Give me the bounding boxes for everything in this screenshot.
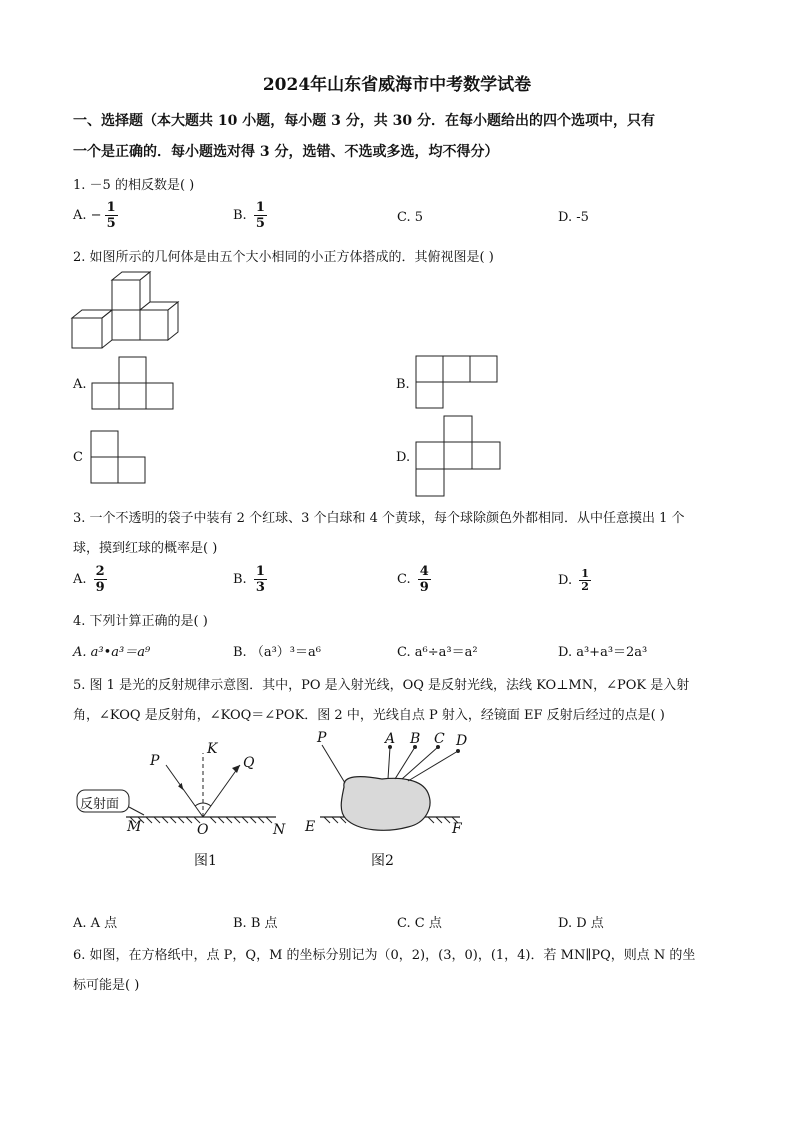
fraction	[254, 564, 267, 595]
fraction	[254, 200, 267, 231]
q2-solid-figure	[72, 270, 187, 352]
option-label: A.	[73, 208, 87, 223]
q2-option-d-figure	[415, 415, 501, 497]
q4-option-d: D. a³+a³＝2a³	[558, 645, 648, 660]
numerator: 1	[255, 200, 265, 215]
numerator: 2	[95, 564, 105, 579]
q4-stem: 4. 下列计算正确的是( )	[73, 614, 208, 629]
q3-option-c	[397, 564, 434, 595]
q4-option-c: C. a⁶÷a³＝a²	[397, 645, 478, 660]
fig1-label-p: P	[150, 753, 160, 769]
option-label: A.	[73, 572, 87, 587]
denominator: 5	[255, 216, 265, 231]
denominator: 2	[581, 580, 589, 593]
q5-stem-line2: 角，∠KOQ 是反射角，∠KOQ＝∠POK．图 2 中，光线自点 P 射入，经镜面 EF 反射后经过的点是( )	[73, 708, 665, 723]
q3-option-d	[558, 568, 594, 593]
q2-option-a-figure	[91, 356, 175, 410]
q2-option-a-label: A.	[73, 377, 87, 392]
fig1-caption: 图1	[194, 853, 217, 869]
fraction	[105, 200, 118, 231]
q2-option-d-label: D.	[396, 450, 411, 465]
q2-stem: 2. 如图所示的几何体是由五个大小相同的小正方体搭成的．其俯视图是( )	[73, 250, 494, 265]
fig2-label-b: B	[410, 731, 421, 747]
denominator: 3	[255, 580, 265, 595]
q6-stem-line1: 6. 如图，在方格纸中，点 P，Q，M 的坐标分别记为（0，2)，(3，0)，(1，4)．若 MN∥PQ，则点 N 的坐	[73, 948, 696, 963]
q1-stem: 1. －5 的相反数是( )	[73, 178, 195, 193]
q3-stem-line1: 3. 一个不透明的袋子中装有 2 个红球、3 个白球和 4 个黄球，每个球除颜色外都相同．从中任意摸出 1 个	[73, 511, 685, 526]
fig2-label-a: A	[385, 731, 396, 747]
q5-stem-line1: 5. 图 1 是光的反射规律示意图．其中，PO 是入射光线，OQ 是反射光线，法线 KO⊥MN，∠POK 是入射	[73, 678, 690, 693]
numerator: 1	[581, 567, 589, 580]
q5-option-c: C. C 点	[397, 916, 442, 931]
fig2-label-e: E	[305, 819, 316, 835]
q5-option-b: B. B 点	[233, 916, 278, 931]
minus-sign: −	[90, 208, 102, 223]
section-heading-line1: 一、选择题（本大题共 10 小题，每小题 3 分，共 30 分．在每小题给出的四个选项中，只有	[73, 113, 655, 129]
q1-option-d: D. -5	[558, 210, 589, 225]
q4-option-a: A. a³•a³＝a⁹	[73, 645, 151, 660]
fig2-label-p: P	[317, 730, 327, 746]
page-title: 2024年山东省威海市中考数学试卷	[262, 75, 532, 95]
q5-figure-2	[300, 735, 480, 835]
option-label: D.	[558, 573, 573, 588]
q1-option-c: C. 5	[397, 210, 424, 225]
q1-option-a	[73, 200, 121, 231]
numerator: 1	[106, 200, 116, 215]
option-label: B.	[233, 208, 247, 223]
q5-option-a: A. A 点	[73, 916, 118, 931]
fig1-label-q: Q	[243, 755, 255, 771]
fig1-label-m: M	[127, 819, 142, 835]
denominator: 9	[419, 580, 429, 595]
q4-option-b: B. （a³）³＝a⁶	[233, 645, 321, 660]
fraction	[418, 564, 431, 595]
fig2-caption: 图2	[371, 853, 394, 869]
denominator: 5	[106, 216, 116, 231]
q1-option-b	[233, 200, 270, 231]
option-label: C.	[397, 572, 411, 587]
q2-option-b-figure	[415, 355, 499, 409]
section-heading-line2: 一个是正确的．每小题选对得 3 分，选错、不选或多选，均不得分）	[73, 144, 499, 160]
numerator: 4	[419, 564, 429, 579]
option-label: B.	[233, 572, 247, 587]
q3-option-a	[73, 564, 110, 595]
fraction	[579, 568, 591, 593]
q2-option-b-label: B.	[396, 377, 410, 392]
q2-option-c-label: C	[73, 450, 83, 465]
q2-option-c-figure	[90, 430, 147, 484]
numerator: 1	[255, 564, 265, 579]
fig2-label-c: C	[434, 731, 445, 747]
q3-option-b	[233, 564, 270, 595]
fig2-label-f: F	[452, 821, 462, 837]
fig2-label-d: D	[456, 733, 468, 749]
fig1-label-surface: 反射面	[80, 797, 120, 812]
q3-stem-line2: 球，摸到红球的概率是( )	[73, 541, 218, 556]
q5-option-d: D. D 点	[558, 916, 604, 931]
fraction	[94, 564, 107, 595]
fig1-label-o: O	[197, 822, 209, 838]
q6-stem-line2: 标可能是( )	[73, 978, 140, 993]
fig1-label-n: N	[273, 822, 286, 838]
denominator: 9	[95, 580, 105, 595]
fig1-label-k: K	[207, 741, 218, 757]
